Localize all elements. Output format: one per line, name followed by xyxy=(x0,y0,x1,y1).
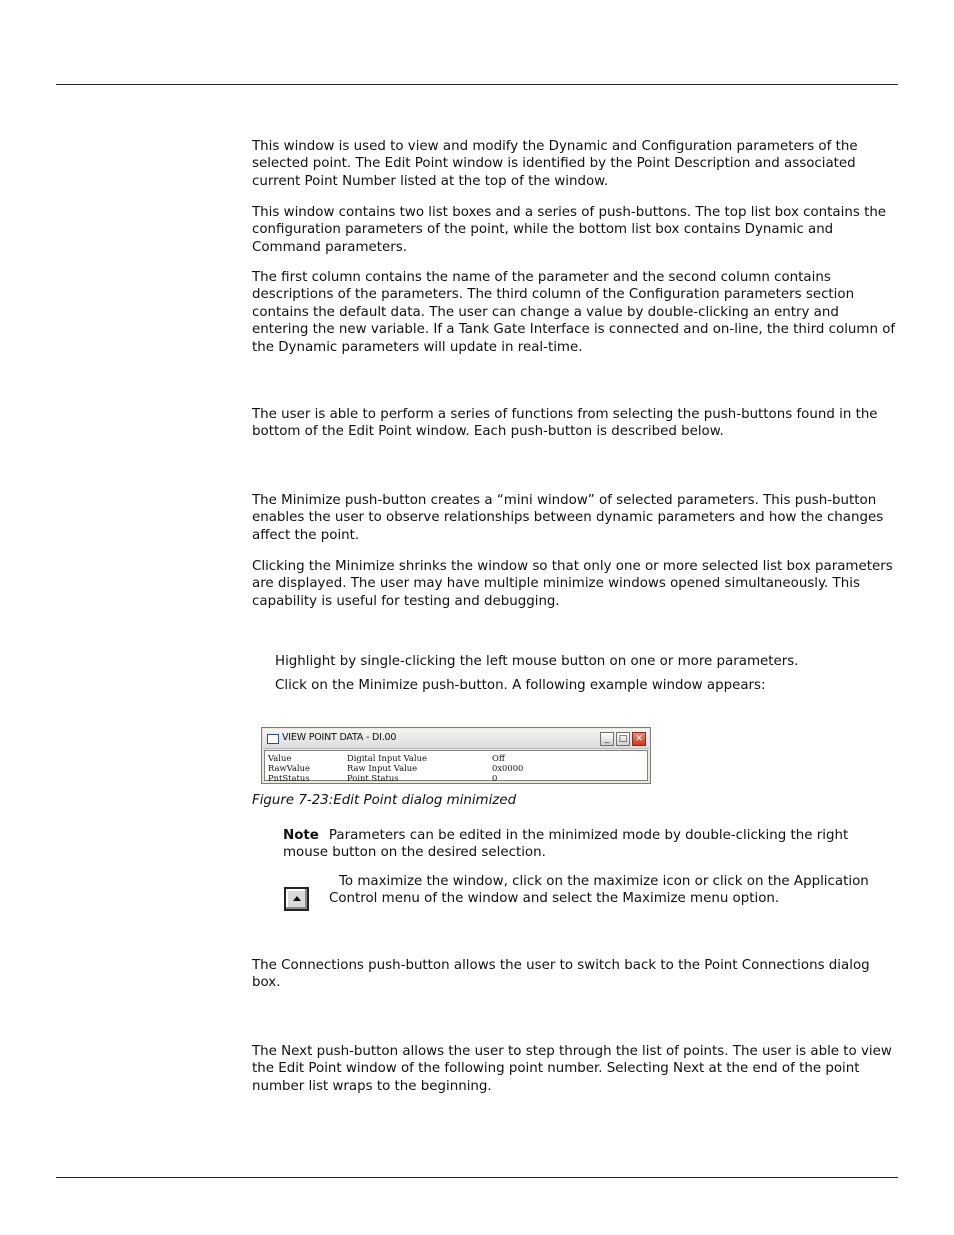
parameter-list[interactable] xyxy=(264,750,648,781)
up-arrow-icon xyxy=(293,896,301,901)
note-block xyxy=(283,827,897,862)
param-name: RawValue xyxy=(268,763,310,773)
paragraph-minimize-details: Clicking the Minimize shrinks the window so that only one or more selected list box parameters are displayed. The user may have multiple minimize windows opened simultaneously. This capability is useful for testing and debugging. xyxy=(252,559,893,609)
window-title: VIEW POINT DATA - DI.00 xyxy=(282,732,397,743)
param-value: 0x0000 xyxy=(492,763,524,773)
param-description: Raw Input Value xyxy=(347,763,418,773)
note-label: Note xyxy=(283,828,319,843)
footer-rule xyxy=(56,1177,898,1178)
step-click-minimize: Click on the Minimize push-button. A following example window appears: xyxy=(275,678,766,693)
param-value: Off xyxy=(492,753,505,763)
paragraph-connections: The Connections push-button allows the user to switch back to the Point Connections dialog box. xyxy=(252,958,870,991)
param-description: Point Status xyxy=(347,773,399,783)
window-titlebar[interactable] xyxy=(263,729,649,749)
maximize-instructions: To maximize the window, click on the maximize icon or click on the Application Control menu of the window and select the Maximize menu option. xyxy=(329,874,869,907)
close-button[interactable]: ✕ xyxy=(632,732,646,746)
paragraph-list-boxes: This window contains two list boxes and a series of push-buttons. The top list box contains the configuration parameters of the point, while the bottom list box contains Dynamic and Command parameters. xyxy=(252,205,887,255)
paragraph-edit-point-intro: This window is used to view and modify the Dynamic and Configuration parameters of the selected point. The Edit Point window is identified by the Point Description and associated current Point Number listed at the top of the window. xyxy=(252,139,858,189)
paragraph-push-buttons: The user is able to perform a series of functions from selecting the push-buttons found in the bottom of the Edit Point window. Each push-button is described below. xyxy=(252,407,878,440)
param-description: Digital Input Value xyxy=(347,753,427,763)
app-window-icon[interactable] xyxy=(267,734,279,744)
list-row[interactable] xyxy=(266,753,646,763)
header-rule xyxy=(56,84,898,85)
list-row[interactable] xyxy=(266,763,646,773)
maximize-icon xyxy=(284,887,309,911)
maximize-button[interactable]: □ xyxy=(616,732,630,746)
param-name: Value xyxy=(268,753,292,763)
param-value: 0 xyxy=(492,773,498,783)
view-point-data-window xyxy=(261,727,651,784)
figure-caption: Figure 7-23:Edit Point dialog minimized xyxy=(252,793,517,808)
paragraph-next: The Next push-button allows the user to step through the list of points. The user is able to view the Edit Point window of the following point number. Selecting Next at the end of the point number list wraps to the beginning. xyxy=(252,1044,892,1094)
param-name: PntStatus xyxy=(268,773,310,783)
paragraph-minimize: The Minimize push-button creates a “mini window” of selected parameters. This push-button enables the user to observe relationships between dynamic parameters and how the changes affect the point. xyxy=(252,493,884,543)
minimize-button[interactable]: _ xyxy=(600,732,614,746)
step-highlight: Highlight by single-clicking the left mouse button on one or more parameters. xyxy=(275,654,799,669)
paragraph-columns: The first column contains the name of the parameter and the second column contains descriptions of the parameters. The third column of the Configuration parameters section contains the default data. The user can change a value by double-clicking an entry and entering the new variable. If a Tank Gate Interface is connected and on-line, the third column of the Dynamic parameters will update in real-time. xyxy=(252,270,896,355)
note-text: Parameters can be edited in the minimized mode by double-clicking the right mouse button on the desired selection. xyxy=(283,828,849,861)
list-row[interactable] xyxy=(266,773,646,783)
